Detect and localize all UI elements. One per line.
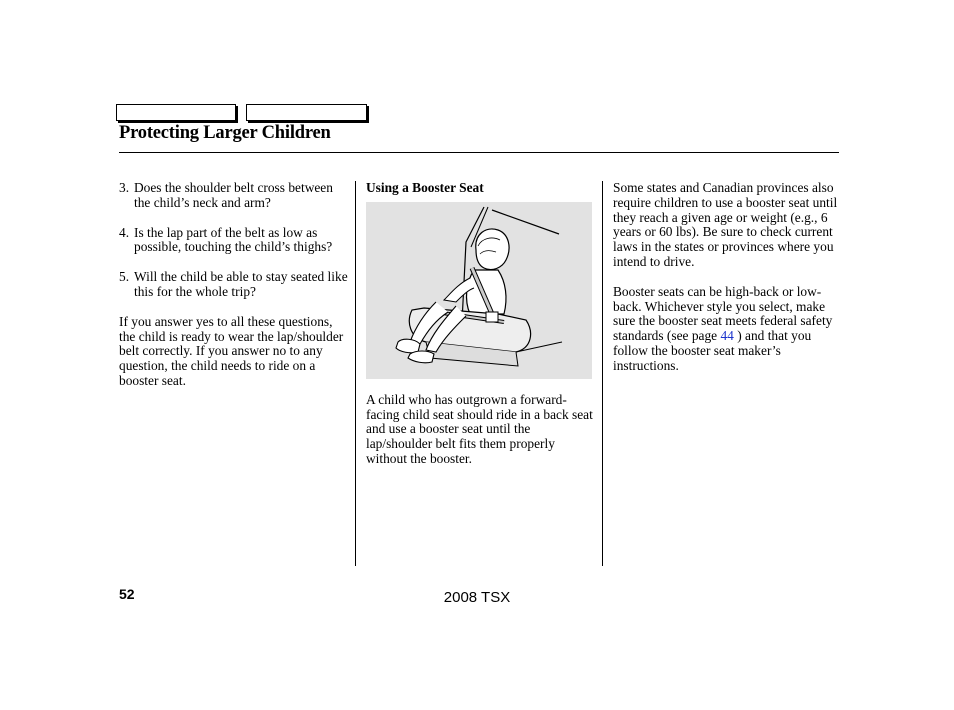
header-tab-box-left [116,104,236,121]
question-item [119,181,351,211]
conclusion-paragraph: If you answer yes to all these questions, the child is ready to wear the lap/shoulder belt correctly. If you answer no to any question, the child needs to ride on a booster seat. [119,313,344,388]
column-right [613,181,845,389]
page-title: Protecting Larger Children [119,123,331,143]
child-in-booster-seat-drawing [366,202,592,379]
header-tab-box-right [246,104,367,121]
section-heading: Using a Booster Seat [366,180,484,195]
column-divider-1 [355,181,356,566]
question-text: Is the lap part of the belt as low as possible, touching the child’s thighs? [134,224,333,255]
column-middle [366,181,598,482]
question-number: 4. [119,224,130,240]
column-left [119,181,351,404]
question-text: Will the child be able to stay seated like this for the whole trip? [134,269,348,299]
question-number: 5. [119,269,130,285]
title-underline [119,152,839,153]
question-text: Does the shoulder belt cross between the child’s neck and arm? [134,180,333,210]
question-item [119,226,351,256]
column-divider-2 [602,181,603,566]
standards-text-after: ) and that you follow the booster seat maker’s instructions. [613,328,812,373]
page-reference-link[interactable]: 44 [720,328,734,344]
booster-seat-illustration [366,202,592,379]
standards-paragraph [613,285,845,374]
standards-text-before: Booster seats can be high-back or low-back. Whichever style you select, make sure the booster seat meets federal safety standards (see page [613,283,833,344]
footer-model-label: 2008 TSX [443,589,511,606]
question-number: 3. [119,180,130,195]
laws-paragraph: Some states and Canadian provinces also require children to use a booster seat until they reach a given age or weight (e.g., 6 years or 60 lbs). Be sure to check current laws in the states or provinces where you intend to drive. [613,180,838,269]
question-item [119,270,351,300]
booster-paragraph: A child who has outgrown a forward-facing child seat should ride in a back seat and use a booster seat until the lap/shoulder belt fits them properly without the booster. [366,391,593,466]
page-number: 52 [119,586,135,602]
